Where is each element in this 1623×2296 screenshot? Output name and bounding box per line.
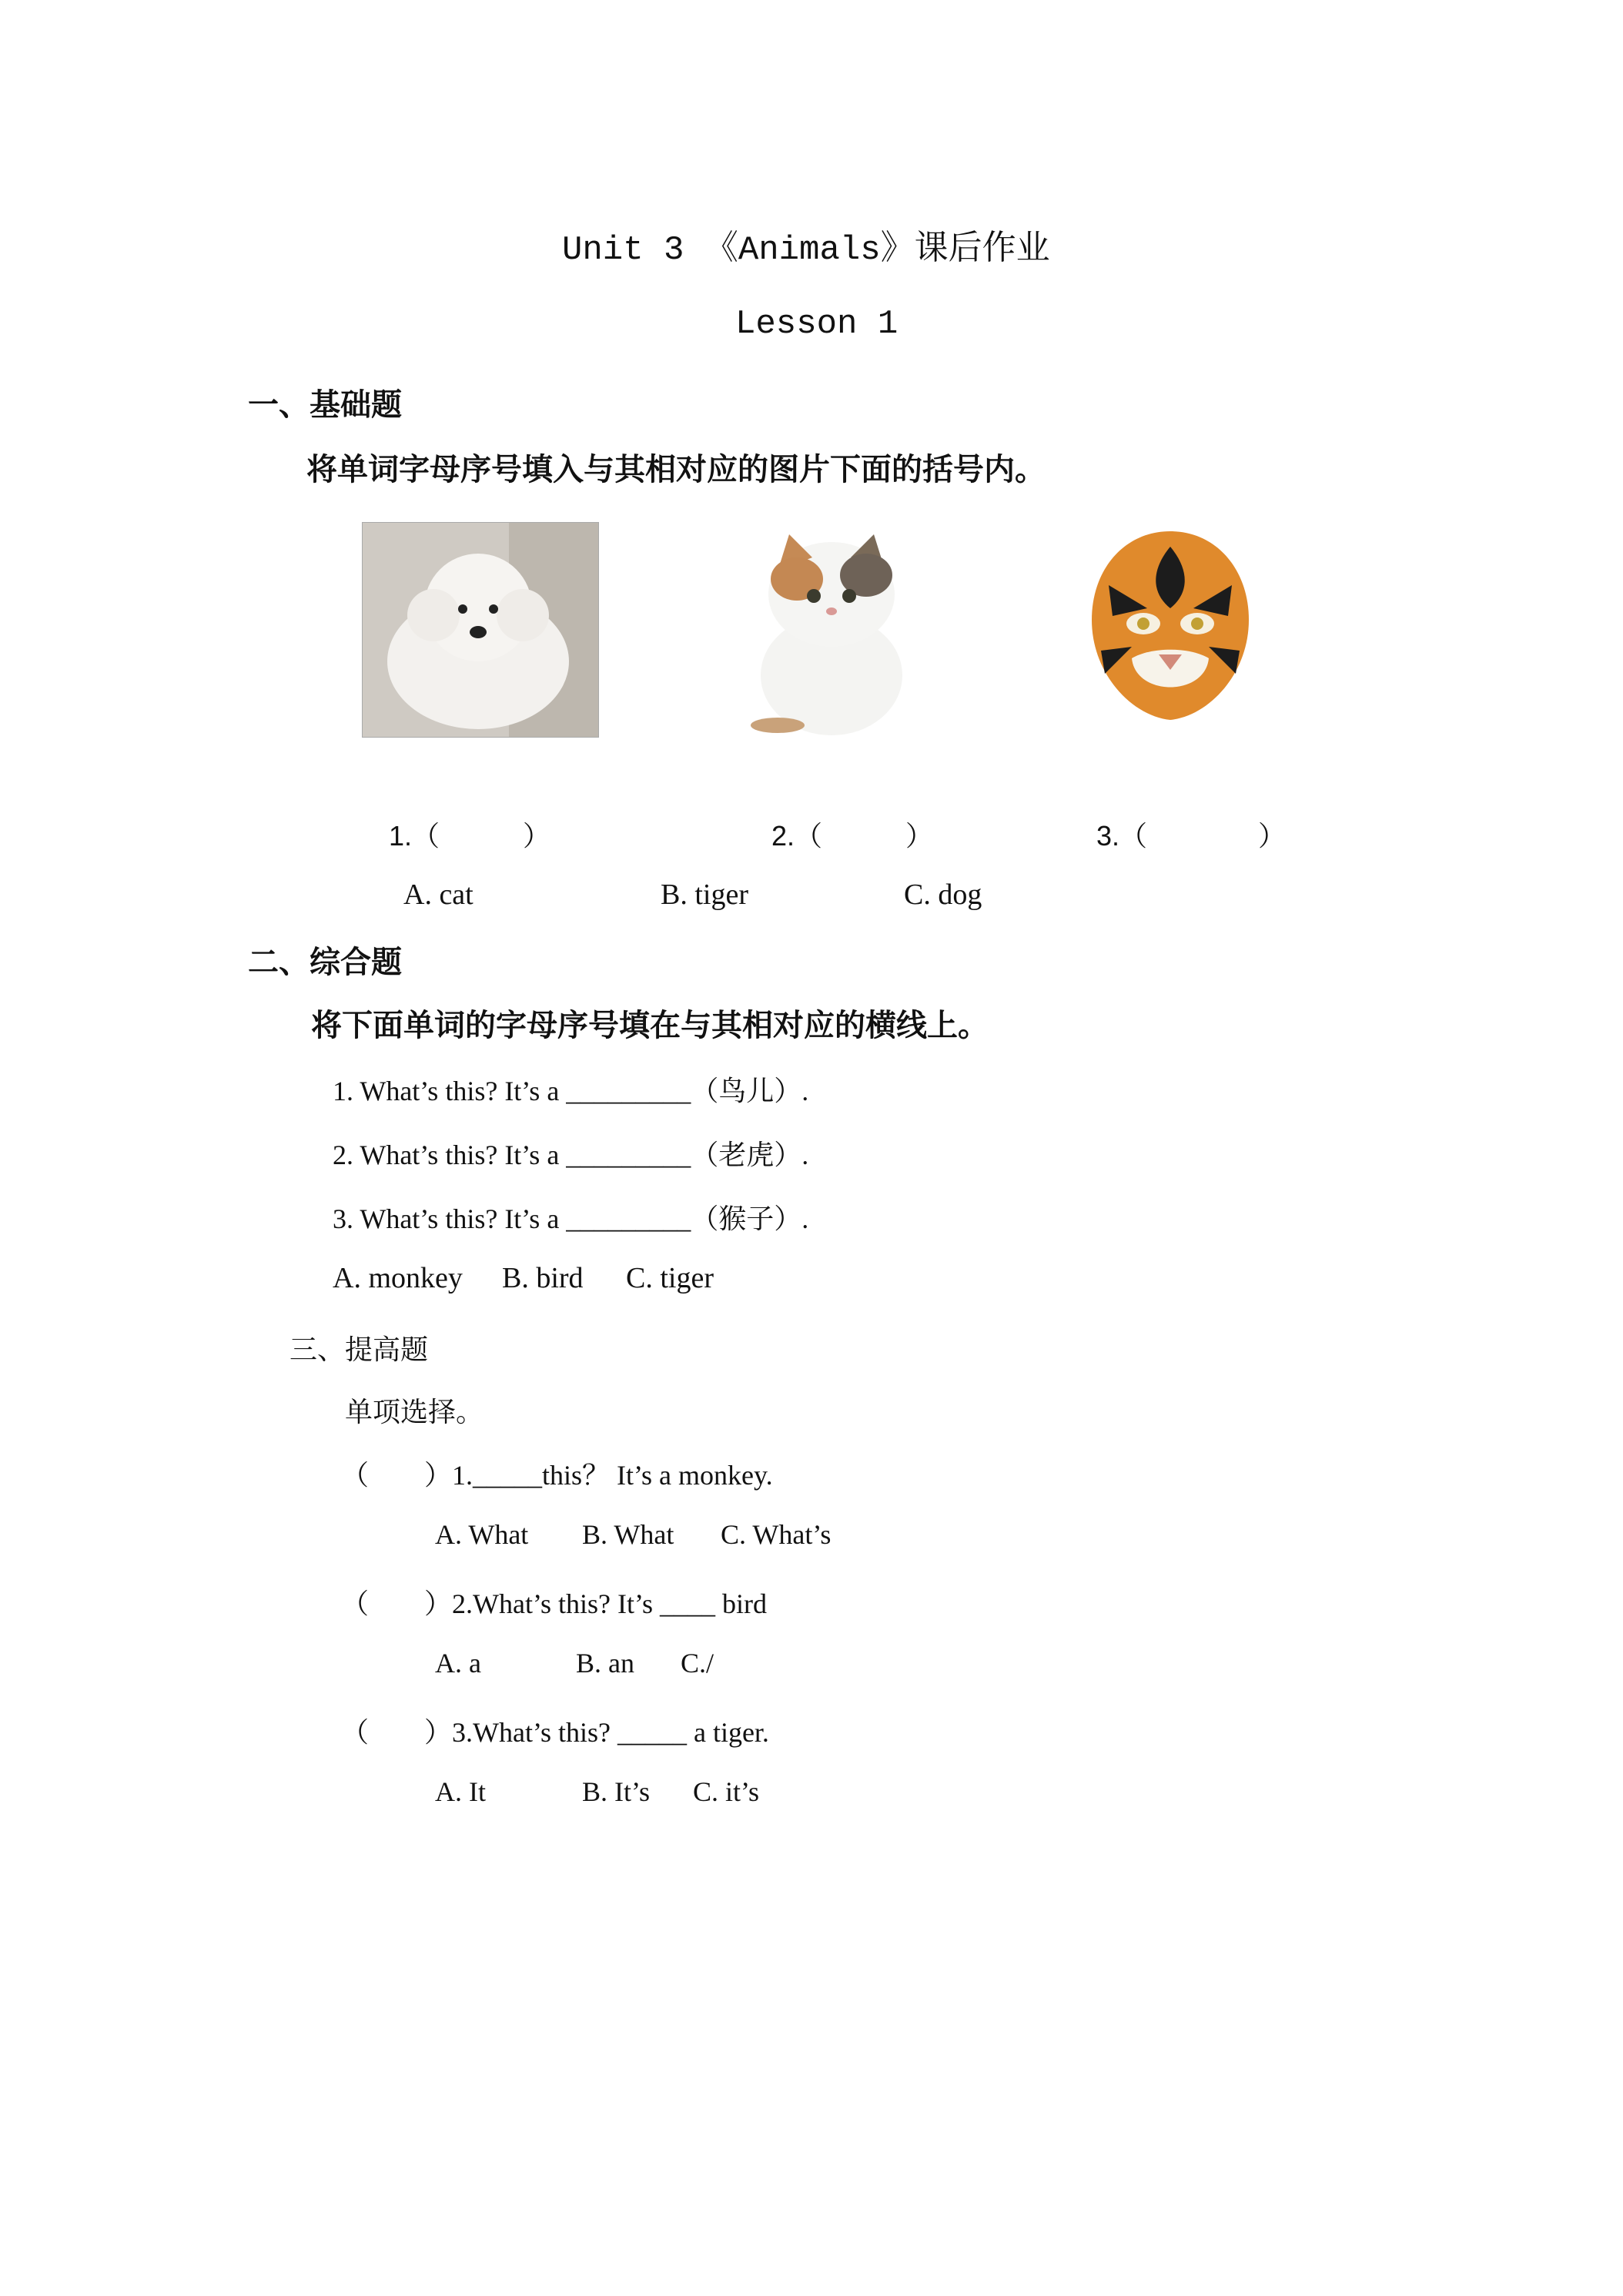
section3-q3-option-b: B. It’s: [582, 1776, 651, 1807]
section3-q1-option-a: A. What: [435, 1519, 529, 1550]
section1-instruction: 将单词字母序号填入与其相对应的图片下面的括号内。: [306, 452, 1046, 487]
section3-q3-option-c: C. it’s: [693, 1776, 760, 1807]
section2-question-2: 2. What’s this? It’s a _________（老虎）.: [333, 1140, 809, 1170]
section3-q2-option-b: B. an: [576, 1648, 634, 1678]
section3-instruction: 单项选择。: [345, 1396, 484, 1427]
dog-photo: [362, 522, 599, 738]
option-a: A. cat: [403, 879, 474, 911]
blank-1[interactable]: 1.（ ）: [389, 820, 551, 852]
lesson-subtitle: Lesson 1: [735, 305, 899, 343]
section2-question-1: 1. What’s this? It’s a _________（鸟儿）.: [333, 1076, 809, 1106]
section2-option-b: B. bird: [502, 1262, 584, 1294]
section2-instruction: 将下面单词的字母序号填在与其相对应的横线上。: [311, 1008, 989, 1043]
section1-heading: 一、基础题: [248, 387, 402, 423]
section3-question-3: （ ）3.What’s this? _____ a tiger.: [341, 1717, 769, 1748]
section3-q2-option-a: A. a: [435, 1648, 481, 1678]
option-c: C. dog: [904, 879, 982, 911]
cat-photo: [735, 517, 928, 741]
page-title: Unit 3 《Animals》课后作业: [562, 231, 1050, 269]
section2-option-a: A. monkey: [333, 1262, 463, 1294]
section2-option-c: C. tiger: [626, 1262, 714, 1294]
blank-3[interactable]: 3.（ ）: [1096, 820, 1287, 852]
section3-q1-option-b: B. What: [582, 1519, 674, 1550]
section3-q1-option-c: C. What’s: [721, 1519, 832, 1550]
tiger-photo: [1078, 524, 1263, 725]
option-b: B. tiger: [661, 879, 748, 911]
section3-q2-option-c: C./: [681, 1648, 714, 1678]
blank-2[interactable]: 2.（ ）: [771, 820, 934, 852]
section3-q3-option-a: A. It: [435, 1776, 486, 1807]
section2-heading: 二、综合题: [248, 945, 402, 980]
section3-heading: 三、提高题: [289, 1334, 429, 1365]
section3-question-2: （ ）2.What’s this? It’s ____ bird: [341, 1588, 767, 1619]
section3-question-1: （ ）1._____this？ It’s a monkey.: [341, 1460, 773, 1491]
section2-question-3: 3. What’s this? It’s a _________（猴子）.: [333, 1203, 809, 1234]
